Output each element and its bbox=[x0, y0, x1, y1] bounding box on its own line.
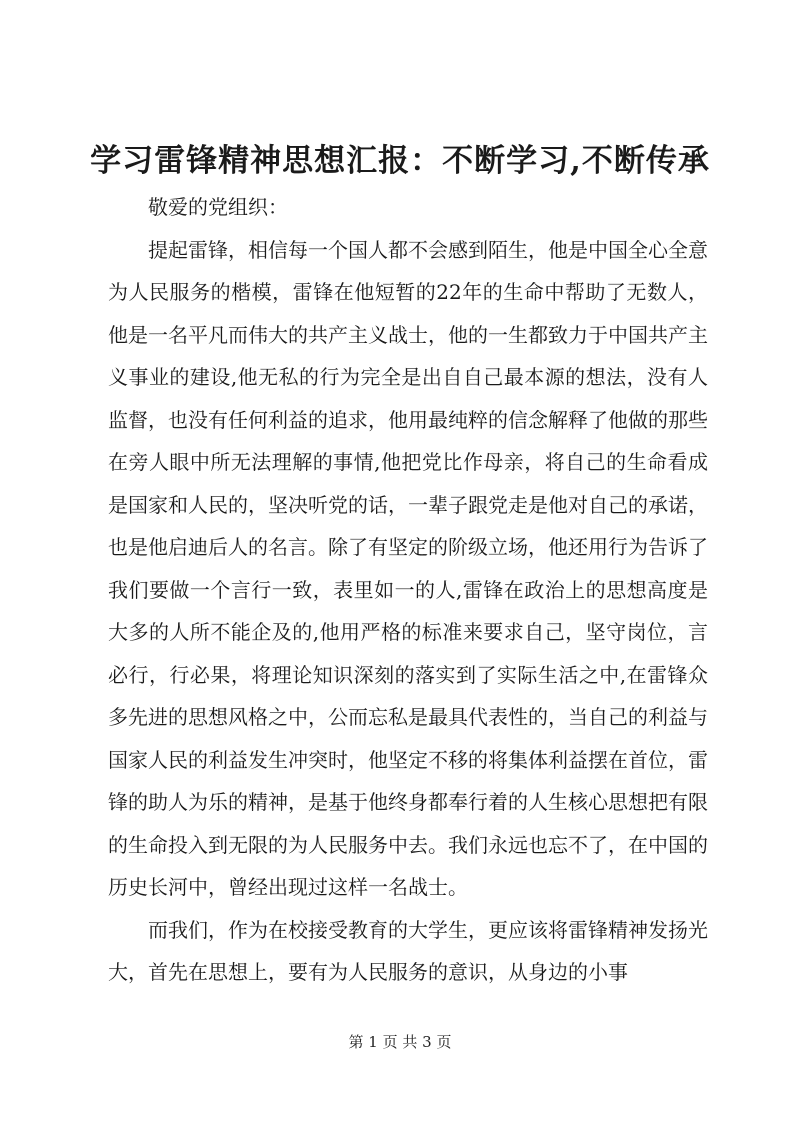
paragraph-2: 而我们，作为在校接受教育的大学生，更应该将雷锋精神发扬光大，首先在思想上，要有为人民服务的意识，从身边的小事 bbox=[108, 917, 708, 984]
document-body bbox=[108, 186, 708, 994]
document-title: 学习雷锋精神思想汇报：不断学习,不断传承 bbox=[90, 143, 710, 179]
salutation: 敬爱的党组织： bbox=[148, 195, 288, 219]
page-number-footer: 第 1 页 共 3 页 bbox=[348, 1033, 452, 1051]
paragraph-1: 提起雷锋，相信每一个国人都不会感到陌生，他是中国全心全意为人民服务的楷模，雷锋在他短暂的22年的生命中帮助了无数人，他是一名平凡而伟大的共产主义战士，他的一生都致力于中国共产主义事业的建设,他无私的行为完全是出自自己最本源的想法，没有人监督，也没有任何利益的追求，他用最纯粹的信念解释了他做的那些在旁人眼中所无法理解的事情,他把党比作母亲，将自己的生命看成是国家和人民的，坚决听党的话，一辈子跟党走是他对自己的承诺，也是他启迪后人的名言。除了有坚定的阶级立场，他还用行为告诉了我们要做一个言行一致，表里如一的人,雷锋在政治上的思想高度是大多的人所不能企及的,他用严格的标准来要求自己，坚守岗位，言必行，行必果，将理论知识深刻的落实到了实际生活之中,在雷锋众多先进的思想风格之中，公而忘私是最具代表性的，当自己的利益与国家人民的利益发生冲突时，他坚定不移的将集体利益摆在首位，雷锋的助人为乐的精神，是基于他终身都奉行着的人生核心思想把有限的生命投入到无限的为人民服务中去。我们永远也忘不了，在中国的历史长河中，曾经出现过这样一名战士。 bbox=[108, 237, 708, 899]
